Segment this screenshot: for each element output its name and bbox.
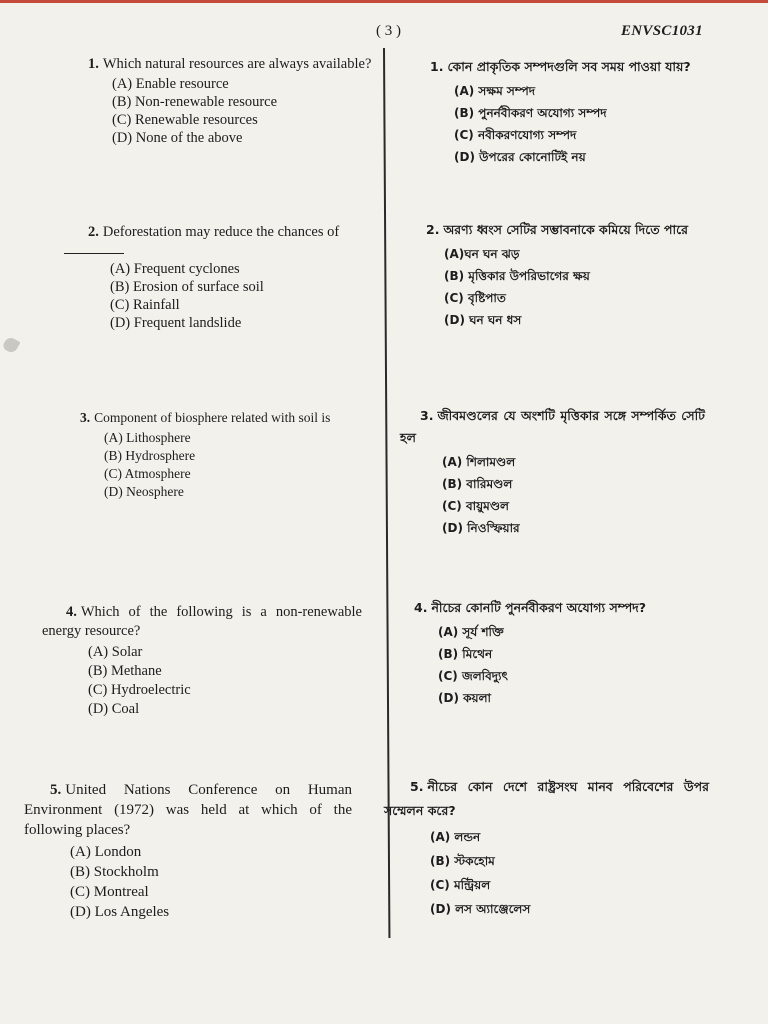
options-list [88,643,362,719]
options-list [110,260,376,332]
option-a: (A) Lithosphere [104,430,191,445]
question-en-3 [80,409,380,501]
option-a: (A) Enable resource [112,76,229,92]
option-b: (B) বারিমণ্ডল [442,477,513,491]
option-c: (C) Rainfall [110,297,180,313]
options-list [430,825,709,921]
option-a: (A) সূর্য শক্তি [438,625,504,639]
options-list [444,243,726,331]
hole-punch-mark [1,335,20,354]
option-b: (B) স্টকহোম [430,854,495,868]
question-bn-3 [400,405,705,539]
option-d: (D) Neosphere [104,484,184,499]
options-list [70,842,352,922]
option-b: (B) মৃত্তিকার উপরিভাগের ক্ষয় [444,269,590,283]
option-c: (C) Atmosphere [104,466,191,481]
option-b: (B) Non-renewable resource [112,94,278,110]
options-list [454,80,730,168]
option-c: (C) Renewable resources [112,112,258,128]
option-d: (D) Los Angeles [70,904,170,920]
options-list [442,451,705,539]
question-number: 1. [430,59,444,74]
answer-blank [64,241,124,254]
options-list [438,621,714,709]
question-text: 3. Component of biosphere related with soil is [80,410,331,425]
question-text: 5. নীচের কোন দেশে রাষ্ট্রসংঘ মানব পরিবেশের উপর সম্মেলন করে? [384,779,709,818]
question-text: 4. নীচের কোনটি পুনর্নবীকরণ অযোগ্য সম্পদ? [414,600,647,615]
option-b: (B) Erosion of surface soil [110,279,264,295]
option-b: (B) পুনর্নবীকরণ অযোগ্য সম্পদ [454,106,607,120]
option-c: (C) Montreal [70,884,149,900]
page-top-edge [0,0,768,3]
option-c: (C) বৃষ্টিপাত [444,291,506,305]
question-number: 2. [426,222,440,237]
question-text: 3. জীবমণ্ডলের যে অংশটি মৃত্তিকার সঙ্গে সম্পর্কিত সেটি হল [400,408,705,445]
option-d: (D) লস অ্যাঞ্জেলেস [430,902,531,916]
option-d: (D) কয়লা [438,691,491,705]
option-a: (A) সক্ষম সম্পদ [454,84,536,98]
question-number: 3. [420,408,434,423]
option-a: (A) শিলামণ্ডল [442,455,516,469]
question-en-4 [42,603,362,719]
option-a: (A) Frequent cyclones [110,261,240,277]
question-bn-1 [430,56,730,168]
question-number: 2. [88,224,99,240]
option-a: (A) London [70,844,142,860]
question-number: 3. [80,410,91,425]
option-c: (C) নবীকরণযোগ্য সম্পদ [454,128,577,142]
question-bn-4 [414,597,714,709]
option-a: (A) Solar [88,644,143,660]
question-text: 1. কোন প্রাকৃতিক সম্পদগুলি সব সময় পাওয়া যায়? [430,59,691,74]
option-b: (B) Stockholm [70,864,159,880]
question-en-1 [64,55,376,147]
option-c: (C) Hydroelectric [88,682,191,698]
options-list [112,75,376,147]
option-d: (D) উপরের কোনোটিই নয় [454,150,586,164]
option-b: (B) Methane [88,663,162,679]
question-number: 5. [50,782,62,798]
option-a: (A) লন্ডন [430,830,481,844]
option-a: (A)ঘন ঘন ঝড় [444,247,520,261]
option-d: (D) None of the above [112,130,243,146]
options-list [104,429,380,501]
question-en-2 [64,223,376,332]
question-bn-2 [426,219,726,331]
question-bn-5 [384,775,709,921]
question-number: 1. [88,56,99,72]
question-text: 1. Which natural resources are always available? [88,56,372,72]
option-b: (B) Hydrosphere [104,448,196,463]
option-d: (D) Frequent landslide [110,315,242,331]
option-d: (D) Coal [88,701,140,717]
page-number: ( 3 ) [376,23,401,39]
question-en-5 [24,780,352,922]
question-text: 2. Deforestation may reduce the chances of [88,224,340,240]
question-number: 4. [66,604,77,620]
question-number: 5. [410,779,424,794]
option-d: (D) ঘন ঘন ধস [444,313,522,327]
question-text: 2. অরণ্য ধ্বংস সেটির সম্ভাবনাকে কমিয়ে দিতে পারে [426,222,688,237]
option-d: (D) নিওস্ফিয়ার [442,521,520,535]
option-c: (C) মন্ট্রিয়ল [430,878,491,892]
option-b: (B) মিথেন [438,647,493,661]
option-c: (C) বায়ুমণ্ডল [442,499,509,513]
question-text: 5. United Nations Conference on Human Environment (1972) was held at which of the following places? [24,782,352,838]
question-number: 4. [414,600,428,615]
paper-code: ENVSC1031 [621,23,703,39]
option-c: (C) জলবিদ্যুৎ [438,669,508,683]
question-text: 4. Which of the following is a non-renewable energy resource? [42,604,362,639]
